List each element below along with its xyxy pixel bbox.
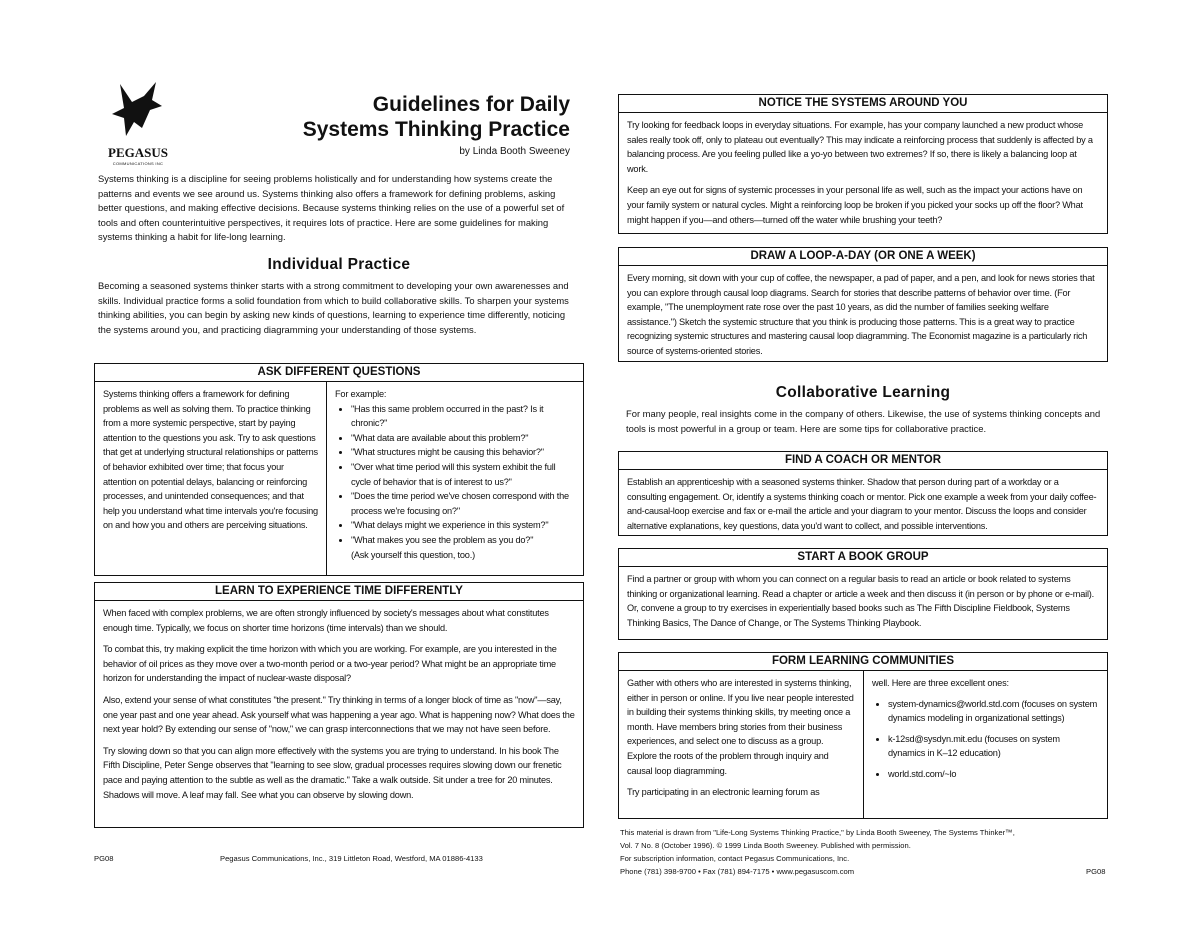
- collaborative-learning-heading: Collaborative Learning: [775, 384, 951, 401]
- list-item: • "What data are available about this problem?": [351, 431, 575, 446]
- time-paragraph-1: When faced with complex problems, we are often strongly influenced by society's messages about what constitutes enough time. Typically, we focus on shorter time horizons (time intervals) than we should.: [103, 608, 549, 633]
- title-line-1: Guidelines for Daily: [372, 93, 570, 116]
- learning-communities-box: [618, 652, 1108, 819]
- credit-line-1: This material is drawn from "Life-Long Systems Thinking Practice," by Linda Booth Sweeney, The Systems Thinker™,: [620, 828, 1015, 837]
- time-paragraph-4: Try slowing down so that you can align more effectively with the systems you are trying to understand. In his book The Fifth Discipline, Peter Senge observes that "learning to see slow, gradual processes requires slowing down our frenetic pace and paying attention to the subtle as well as the dramatic." Take a walk outside. Sit under a tree for 20 minutes. Shadows will move. A leaf may fall. See what you can observe by slowing down.: [103, 745, 562, 800]
- intro-paragraph: Systems thinking is a discipline for seeing problems holistically and for understanding how systems create the patterns and events we see around us. Systems thinking also offers a framework for defining problems, asking better questions, and making effective decisions. Because systems thinking relies on the use of a powerful set of tools and often counterintuitive perspectives, it requires lots of practice. Here are some guidelines for making systems thinking a habit for life-long learning.: [98, 173, 565, 242]
- byline: by Linda Booth Sweeney: [459, 146, 570, 157]
- communities-intro: well. Here are three excellent ones:: [872, 678, 1009, 688]
- credit-line-4: Phone (781) 398-9700 • Fax (781) 894-7175 • www.pegasuscom.com: [620, 867, 855, 876]
- ask-questions-box: [94, 363, 584, 576]
- book-paragraph: Find a partner or group with whom you can connect on a regular basis to read an article or book related to systems thinking or organizational learning. Read a chapter or article a week and then discuss it (in person or by phone or e-mail). Or, convene a group to try exercises in experientially based books such as The Fifth Discipline Fieldbook, Systems Thinking Basics, The Dance of Change, or The Systems Thinking Playbook.: [627, 574, 1095, 628]
- coach-mentor-box: [618, 451, 1108, 536]
- list-item: • k-12sd@sysdyn.mit.edu (focuses on system dynamics in K–12 education): [888, 732, 1099, 761]
- list-item: • "What delays might we experience in this system?": [351, 518, 575, 533]
- individual-practice-text: Becoming a seasoned systems thinker starts with a strong commitment to developing your own awarenesses and skills. Individual practice forms a solid foundation from which to build collaborative skills. To sharpen your systems thinking abilities, you can begin by asking new kinds of questions, learning to experience time differently, noticing the systems around you, and practicing diagramming your understanding of those systems.: [98, 280, 569, 335]
- ask-questions-intro: Systems thinking offers a framework for defining problems as well as solving them. To practice thinking from a more systemic perspective, start by paying attention to the questions you ask. Try to ask questions that get at underlying structural relationships or patterns of behavior exhibited over time; that focus your attention on potential delays, balancing or reinforcing processes, and unintended consequences; and that help you understand what time intervals you're focusing on and how you and others are perceiving situations.: [103, 389, 318, 531]
- pegasus-bird-icon: [98, 78, 178, 140]
- loop-a-day-title: DRAW A LOOP-A-DAY (OR ONE A WEEK): [619, 248, 1107, 266]
- for-example-label: For example:: [335, 389, 387, 399]
- footer-left-code: PG08: [94, 854, 114, 863]
- footer-right-credits: [620, 826, 1080, 878]
- title-line-2: Systems Thinking Practice: [302, 118, 570, 141]
- loop-paragraph: Every morning, sit down with your cup of coffee, the newspaper, a pad of paper, and a pen, and look for news stories that you can explore through causal loop diagrams. Search for stories that describe patterns of behavior over time. (For example, "The unemployment rate rose over the past 10 years, as did the number of families seeking welfare assistance.") Sketch the systemic structure that you think is producing those patterns. This is a great way to practice recognizing systemic structures and mastering causal loop diagramming. The Economist magazine is a particularly rich source of systems-oriented stories.: [627, 273, 1095, 356]
- collaborative-learning-text: For many people, real insights come in the company of others. Likewise, the use of systems thinking concepts and tools is most powerful in a group or team. Here are some tips for collaborative practice.: [626, 408, 1101, 434]
- credit-line-2: Vol. 7 No. 8 (October 1996). © 1999 Linda Booth Sweeney. Published with permission.: [620, 841, 911, 850]
- logo-tagline: COMMUNICATIONS INC: [112, 161, 164, 166]
- loop-a-day-box: [618, 247, 1108, 362]
- list-item: • "Does the time period we've chosen correspond with the process we're focusing on?": [351, 489, 575, 518]
- ask-questions-title: ASK DIFFERENT QUESTIONS: [95, 364, 583, 382]
- logo-name: PEGASUS: [108, 145, 168, 160]
- communities-paragraph-2: Try participating in an electronic learning forum as: [627, 787, 820, 798]
- experience-time-box: [94, 582, 584, 828]
- question-list: [335, 402, 575, 548]
- pegasus-logo: [98, 78, 178, 166]
- footer-left-address: Pegasus Communications, Inc., 319 Littleton Road, Westford, MA 01886-4133: [220, 854, 483, 863]
- credit-line-3: For subscription information, contact Pegasus Communications, Inc.: [620, 854, 850, 863]
- notice-systems-title: NOTICE THE SYSTEMS AROUND YOU: [619, 95, 1107, 113]
- notice-systems-box: [618, 94, 1108, 234]
- forum-list: [872, 697, 1099, 782]
- question-note: (Ask yourself this question, too.): [351, 549, 475, 560]
- experience-time-title: LEARN TO EXPERIENCE TIME DIFFERENTLY: [95, 583, 583, 601]
- list-item: • world.std.com/~lo: [888, 767, 1099, 782]
- list-item: • system-dynamics@world.std.com (focuses on system dynamics modeling in organizational settings): [888, 697, 1099, 726]
- coach-paragraph: Establish an apprenticeship with a seasoned systems thinker. Shadow that person during part of a workday or a consulting engagement. Or, identify a systems thinking coach or mentor. Pick one example a week from your daily coffee-and-causal-loop exercise and fax or e-mail the article and your diagram to your mentor. Discuss the loops and consider alternative explanations, key questions, data you'd want to collect, and possible interventions.: [627, 477, 1097, 531]
- footer-right-code: PG08: [1086, 867, 1106, 876]
- list-item: • "Has this same problem occurred in the past? Is it chronic?": [351, 402, 575, 431]
- notice-paragraph-1: Try looking for feedback loops in everyday situations. For example, has your company launched a new product whose sales really took off, only to plateau out eventually? This may indicate a reinforcing process that suddenly is affected by a balancing process. Are you feeling pulled like a yo-yo between two extremes? If so, there is likely a balancing loop at work.: [627, 120, 1093, 174]
- time-paragraph-2: To combat this, try making explicit the time horizon with which you are working. For example, are you interested in the behavior of oil prices as they move over a two-month period or a two-year period? What might be an appropriate time horizon for understanding the impact of nuclear-waste disposal?: [103, 644, 557, 684]
- time-paragraph-3: Also, extend your sense of what constitutes "the present." Try thinking in terms of a longer block of time as "now"—say, one year past and one year ahead. Ask yourself what was happening a year ago. What is happening now? What does the next year hold? By extending our sense of "now," we can grasp interconnections that we may not have seen before.: [103, 694, 575, 735]
- list-item: • "Over what time period will this system exhibit the full cycle of behavior that is of interest to us?": [351, 460, 575, 489]
- book-group-title: START A BOOK GROUP: [619, 549, 1107, 567]
- list-item: • "What structures might be causing this behavior?": [351, 445, 575, 460]
- individual-practice-heading: Individual Practice: [267, 256, 411, 273]
- notice-paragraph-2: Keep an eye out for signs of systemic processes in your personal life as well, such as the impact your actions have on your family system or natural cycles. Might a reinforcing loop be broken if you picked your socks up off the floor? What might happen if you—and others—turned off the water while brushing your teeth?: [627, 185, 1083, 225]
- book-group-box: [618, 548, 1108, 640]
- communities-paragraph-1: Gather with others who are interested in systems thinking, either in person or online. If you live near people interested in building their systems thinking skills, try meeting once a month. Have members bring stories from their business experiences, and select one to discuss as a group. Explore the roots of the problem through inquiry and causal loop diagramming.: [627, 678, 854, 776]
- learning-communities-title: FORM LEARNING COMMUNITIES: [619, 653, 1107, 671]
- list-item: • "What makes you see the problem as you do?": [351, 533, 575, 548]
- coach-mentor-title: FIND A COACH OR MENTOR: [619, 452, 1107, 470]
